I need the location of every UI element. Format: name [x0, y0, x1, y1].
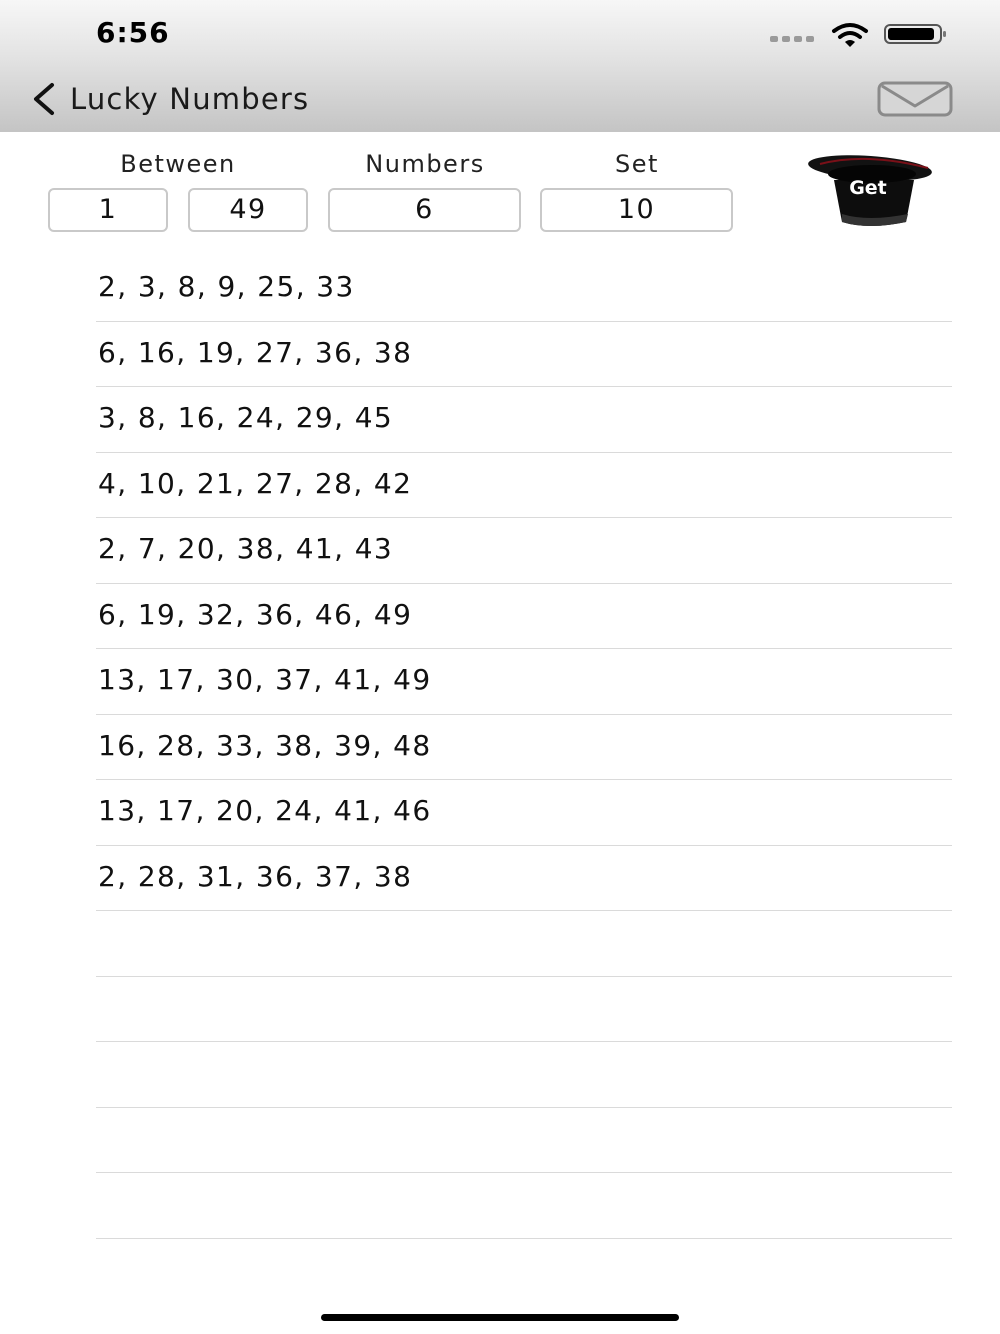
min-number-field[interactable]: 1 — [48, 188, 168, 232]
result-row[interactable]: 6, 19, 32, 36, 46, 49 — [96, 584, 952, 650]
result-row[interactable]: 4, 10, 21, 27, 28, 42 — [96, 453, 952, 519]
chevron-left-icon — [26, 81, 62, 117]
empty-row — [96, 911, 952, 977]
home-indicator[interactable] — [321, 1314, 679, 1321]
max-number-field[interactable]: 49 — [188, 188, 308, 232]
navigation-bar — [0, 0, 1000, 132]
numbers-count-field[interactable]: 6 — [328, 188, 521, 232]
status-time: 6:56 — [96, 16, 170, 49]
results-list — [96, 256, 952, 1239]
result-row[interactable]: 3, 8, 16, 24, 29, 45 — [96, 387, 952, 453]
empty-row — [96, 1108, 952, 1174]
empty-row — [96, 1042, 952, 1108]
result-row[interactable]: 13, 17, 30, 37, 41, 49 — [96, 649, 952, 715]
empty-row — [96, 977, 952, 1043]
get-button[interactable] — [806, 152, 936, 228]
get-label: Get — [849, 177, 887, 199]
back-label: Lucky Numbers — [70, 82, 310, 116]
wifi-icon — [830, 22, 870, 48]
result-row[interactable]: 13, 17, 20, 24, 41, 46 — [96, 780, 952, 846]
back-button[interactable] — [26, 76, 309, 122]
set-count-field[interactable]: 10 — [540, 188, 733, 232]
result-row[interactable]: 16, 28, 33, 38, 39, 48 — [96, 715, 952, 781]
empty-row — [96, 1173, 952, 1239]
mail-button[interactable] — [876, 80, 954, 118]
between-label: Between — [120, 150, 236, 178]
battery-icon — [884, 24, 948, 44]
result-row[interactable]: 2, 7, 20, 38, 41, 43 — [96, 518, 952, 584]
result-row[interactable]: 2, 28, 31, 36, 37, 38 — [96, 846, 952, 912]
set-label: Set — [615, 150, 659, 178]
numbers-label: Numbers — [365, 150, 485, 178]
cellular-signal-icon — [770, 36, 816, 44]
result-row[interactable]: 2, 3, 8, 9, 25, 33 — [96, 256, 952, 322]
result-row[interactable]: 6, 16, 19, 27, 36, 38 — [96, 322, 952, 388]
